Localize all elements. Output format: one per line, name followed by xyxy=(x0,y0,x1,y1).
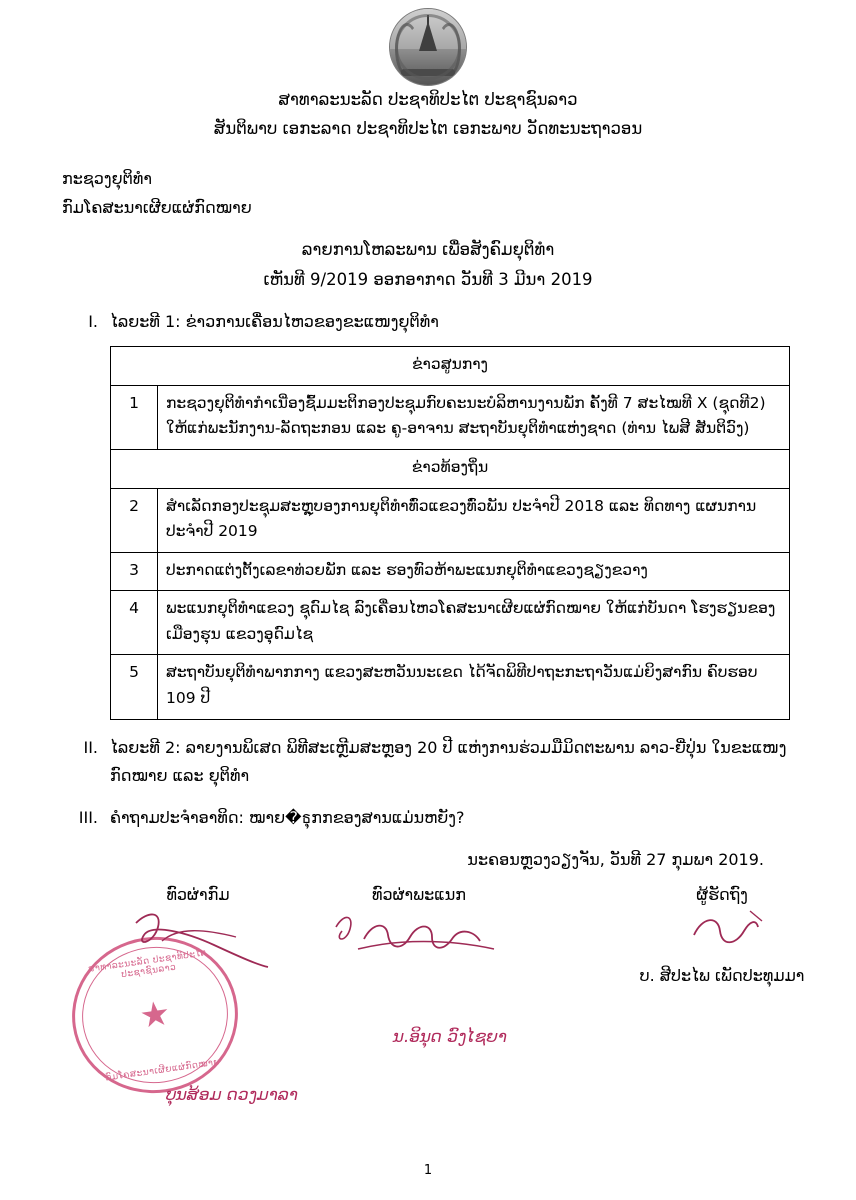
star-icon: ★ xyxy=(137,992,173,1037)
section-three xyxy=(62,804,794,832)
agenda-table xyxy=(110,346,790,719)
report-title: ລາຍການໂຫລະພານ ເພື່ອສັງຄົມຍຸຕິທຳ xyxy=(301,239,555,259)
table-group-header-row xyxy=(111,450,790,489)
section-two-number: II. xyxy=(83,737,98,757)
table-row xyxy=(111,552,790,591)
row-index: 2 xyxy=(111,488,158,552)
handwritten-name-left-text: ບຸນສ້ອມ ດວງມາລາ xyxy=(165,1084,299,1105)
row-text: ພະແນກຍຸຕິທຳແຂວງ ຊຸດົມໄຊ ລົງເຄື່ອນໄຫວໂຄສະນາເຜີຍແຜ່ກົດໝາຍ ໃຫ້ແກ່ບັນດາ ໂຮງຮຽນຂອງເມືອງຮຸນ ແຂວງອຸດົມໄຊ xyxy=(158,591,790,655)
lao-national-emblem-icon xyxy=(389,8,467,86)
report-subtitle: ເຫັນທີ 9/2019 ອອກອາກາດ ວັນທີ 3 ມີນາ 2019 xyxy=(263,269,593,289)
place-and-date: ນະຄອນຫຼວງວຽງຈັນ, ວັນທີ 27 ກຸມພາ 2019. xyxy=(467,849,764,869)
row-index: 1 xyxy=(111,385,158,449)
signature-label-3: ຜູ້ຮັດຖົງ xyxy=(696,884,748,904)
row-text: ສະຖາບັນຍຸຕິທຳພາກກາງ ແຂວງສະຫວັນນະເຂດ ໄດ້ຈັດພິທີປາຖະກະຖາວັນແມ່ຍິງສາກົນ ຄົບຮອບ 109 ປີ xyxy=(158,655,790,719)
department-name: ກົມໂຄສະນາເຜີຍແຜ່ກົດໝາຍ xyxy=(62,198,252,218)
stamp-top-text: ສາທາລະນະລັດ ປະຊາທິປະໄຕ ປະຊາຊົນລາວ xyxy=(87,947,208,980)
handwritten-name-left xyxy=(82,1085,382,1105)
emblem-container xyxy=(62,0,794,86)
row-text: ກະຊວງຍຸຕິທຳກຳເນີ່ອງຊົ້ມມະຕິກອງປະຊຸມກົບຄະນະບໍລິຫານງານພັກ ຄັ້ງທີ 7 ສະໄໝທີ X (ຊຸດທີ2) ໃຫ້ແກ່ພະນັກງານ-ລັດຖະກອນ ແລະ ຄູ-ອາຈານ ສະຖາບັນຍຸຕິທຳແຫ່ງຊາດ (ທ່ານ ໄພສີ ສັນຕິວົງ) xyxy=(158,385,790,449)
table-row xyxy=(111,655,790,719)
ministry-name: ກະຊວງຍຸຕິທຳ xyxy=(62,168,152,188)
row-index: 5 xyxy=(111,655,158,719)
national-motto: ສັນຕິພາບ ເອກະລາດ ປະຊາທິປະໄຕ ເອກະພາບ ວັດທະນະຖາວອນ xyxy=(213,118,643,138)
signature-stroke-3 xyxy=(666,905,786,955)
section-three-text: ຄຳຖາມປະຈຳອາທິດ: ໝາຍ�ธຸກກຂອງສານແມ່ນຫຍັງ? xyxy=(110,807,465,827)
signature-label-2: ທົວຜ່າພະແນກ xyxy=(371,884,467,904)
row-text: ສຳເລັດກອງປະຊຸມສະຫຼຸບອງການຍຸຕິທຳທົ່ວແຂວງທົ່ວພັນ ປະຈຳປີ 2018 ແລະ ທິດທາງ ແຜນການ ປະຈຳປີ 2019 xyxy=(158,488,790,552)
stamp-bottom-text: ກົມໂຄສະນາເຜີຍແຜ່ກົດໝາຍ xyxy=(104,1056,221,1083)
signature-block-division-head xyxy=(324,885,514,904)
row-text: ປະກາດແຕ່ງຕັ້ງເລຂາທ່ວຍພັກ ແລະ ຮອງທົວຫ້າພະແນກຍຸຕິທຳແຂວງຊຽງຂວາງ xyxy=(158,552,790,591)
handwritten-name-center-text: ນ.ອິນຸດ ວົງໄຊຍາ xyxy=(392,1026,508,1047)
handwritten-name-center xyxy=(320,1027,580,1047)
section-one-number: I. xyxy=(88,312,98,332)
signature-block-department-head xyxy=(108,885,288,904)
group-header-local: ຂ່າວທ້ອງຖິ່ນ xyxy=(111,450,790,489)
section-one xyxy=(62,308,794,336)
signature-stroke-1 xyxy=(118,907,298,977)
signature-block-responsible xyxy=(622,885,822,985)
section-two-text: ໄລຍະທີ 2: ລາຍງານພິເສດ ພິທີສະເຫຼີມສະຫຼອງ 20 ປີ ແຫ່ງການຮ່ວມມືມິດຕະພານ ລາວ-ຍີ່ປຸ່ນ ໃນຂະແໜງກົດໝາຍ ແລະ ຍຸຕິທຳ xyxy=(110,737,787,785)
responsible-person-name: ບ. ສີປະໄພ ເພັດປະທຸມມາ xyxy=(639,965,805,985)
row-index: 4 xyxy=(111,591,158,655)
page-number: 1 xyxy=(423,1163,433,1178)
table-row xyxy=(111,591,790,655)
table-row xyxy=(111,488,790,552)
section-two xyxy=(62,734,794,790)
group-header-main: ຂ່າວສູນກາງ xyxy=(111,347,790,386)
row-index: 3 xyxy=(111,552,158,591)
organization-block xyxy=(62,164,794,223)
section-three-number: III. xyxy=(78,807,98,827)
signature-label-1: ທົວຜ່າກົມ xyxy=(166,884,230,904)
table-group-header-row xyxy=(111,347,790,386)
table-row xyxy=(111,385,790,449)
signature-area xyxy=(62,884,805,1105)
country-name: ສາທາລະນະລັດ ປະຊາທິປະໄຕ ປະຊາຊົນລາວ xyxy=(278,90,578,109)
signature-stroke-2 xyxy=(328,905,518,975)
section-one-text: ໄລຍະທີ 1: ຂ່າວການເຄື່ອນໄຫວຂອງຂະແໜງຍຸຕິທຳ xyxy=(110,312,439,332)
